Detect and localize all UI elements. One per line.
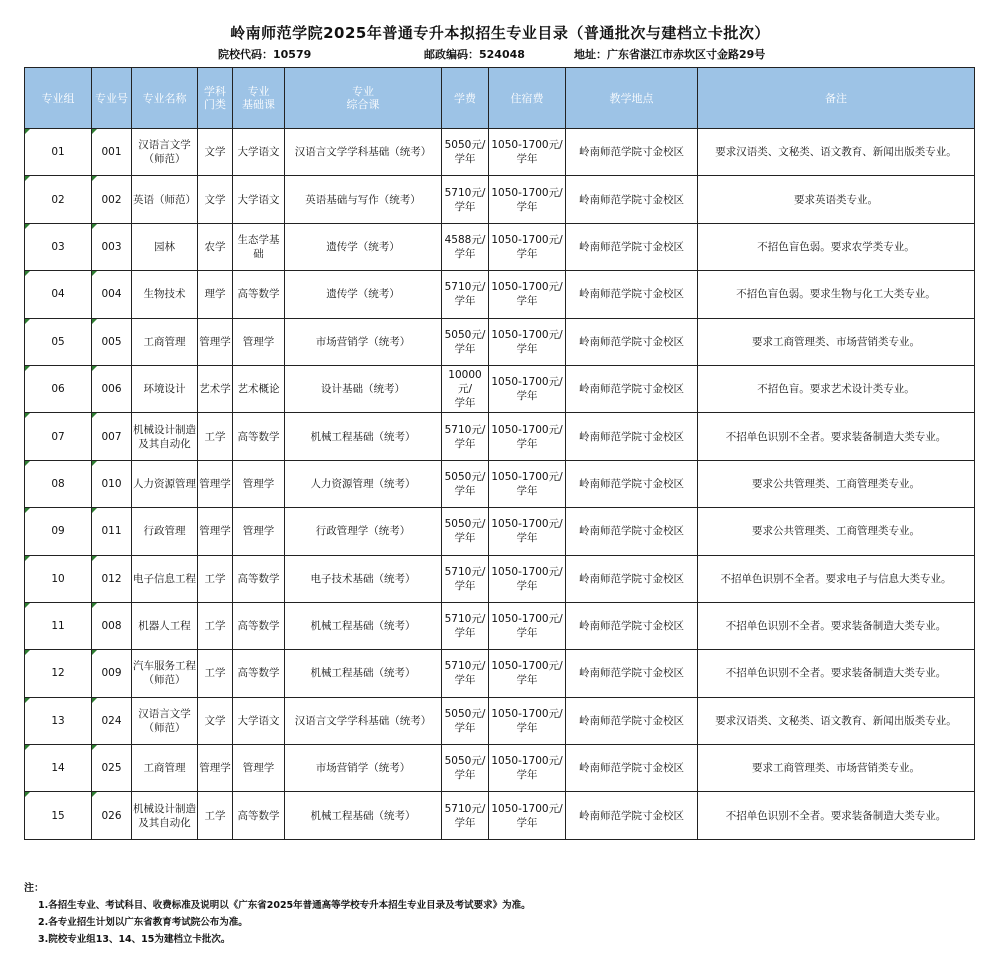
cell-comprehensive-course: 英语基础与写作（统考）: [285, 176, 442, 223]
cell-comprehensive-course: 汉语言文学学科基础（统考）: [285, 129, 442, 176]
table-row: [25, 413, 975, 460]
cell-group: [25, 460, 92, 507]
cell-remarks: 要求工商管理类、市场营销类专业。: [698, 745, 975, 792]
cell-group: [25, 697, 92, 744]
cell-remarks: 要求英语类专业。: [698, 176, 975, 223]
cell-group: [25, 413, 92, 460]
header-tuition: 学费: [442, 68, 489, 129]
cell-marker: [92, 319, 97, 324]
cell-major-no-text: 006: [101, 383, 122, 396]
cell-major-no: [92, 745, 132, 792]
cell-remarks: 要求工商管理类、市场营销类专业。: [698, 318, 975, 365]
table-row: [25, 223, 975, 270]
address: 地址：广东省湛江市赤坎区寸金路29号: [574, 48, 766, 61]
page-title: 岭南师范学院2025年普通专升本拟招生专业目录（普通批次与建档立卡批次）: [230, 24, 770, 42]
cell-location: 岭南师范学院寸金校区: [566, 413, 698, 460]
cell-major-name: 英语（师范）: [132, 176, 198, 223]
cell-location: 岭南师范学院寸金校区: [566, 365, 698, 412]
header-location: 教学地点: [566, 68, 698, 129]
cell-marker: [92, 650, 97, 655]
table-row: [25, 271, 975, 318]
table-row: [25, 745, 975, 792]
cell-comprehensive-course: 机械工程基础（统考）: [285, 792, 442, 839]
cell-group: [25, 318, 92, 365]
cell-tuition: 5050元/ 学年: [442, 745, 489, 792]
cell-group-text: 03: [51, 240, 65, 253]
cell-major-name: 电子信息工程: [132, 555, 198, 602]
cell-comprehensive-course: 市场营销学（统考）: [285, 318, 442, 365]
cell-major-name: 汉语言文学 （师范）: [132, 129, 198, 176]
cell-marker: [92, 556, 97, 561]
cell-basic-course: 高等数学: [233, 271, 285, 318]
table-row: [25, 318, 975, 365]
cell-major-no-text: 024: [101, 714, 122, 727]
cell-major-no-text: 003: [101, 240, 122, 253]
cell-major-no: [92, 650, 132, 697]
cell-marker: [25, 792, 30, 797]
cell-discipline: 管理学: [198, 508, 233, 555]
cell-discipline: 理学: [198, 271, 233, 318]
table-row: [25, 365, 975, 412]
cell-basic-course: 高等数学: [233, 792, 285, 839]
cell-major-no-text: 008: [101, 620, 122, 633]
cell-group-text: 13: [51, 714, 65, 727]
header-comprehensive-course: 专业 综合课: [285, 68, 442, 129]
cell-major-no: [92, 271, 132, 318]
cell-location: 岭南师范学院寸金校区: [566, 602, 698, 649]
cell-comprehensive-course: 机械工程基础（统考）: [285, 602, 442, 649]
cell-remarks: 不招色盲色弱。要求农学类专业。: [698, 223, 975, 270]
cell-major-no: [92, 460, 132, 507]
cell-marker: [25, 650, 30, 655]
cell-marker: [92, 129, 97, 134]
header-major-name: 专业名称: [132, 68, 198, 129]
cell-group-text: 14: [51, 762, 65, 775]
cell-group-text: 10: [51, 572, 65, 585]
cell-tuition: 5050元/ 学年: [442, 318, 489, 365]
cell-major-no-text: 007: [101, 430, 122, 443]
cell-accommodation: 1050-1700元/ 学年: [489, 555, 566, 602]
cell-major-no: [92, 555, 132, 602]
major-catalog-table: [24, 67, 975, 840]
cell-major-no-text: 009: [101, 667, 122, 680]
cell-location: 岭南师范学院寸金校区: [566, 223, 698, 270]
cell-discipline: 工学: [198, 413, 233, 460]
cell-major-name: 环境设计: [132, 365, 198, 412]
cell-marker: [25, 271, 30, 276]
cell-basic-course: 大学语文: [233, 176, 285, 223]
cell-accommodation: 1050-1700元/ 学年: [489, 176, 566, 223]
cell-major-no-text: 001: [101, 146, 122, 159]
cell-remarks: 不招单色识别不全者。要求装备制造大类专业。: [698, 413, 975, 460]
cell-marker: [92, 508, 97, 513]
cell-tuition: 5050元/ 学年: [442, 508, 489, 555]
cell-marker: [25, 698, 30, 703]
cell-marker: [92, 603, 97, 608]
cell-major-name: 工商管理: [132, 745, 198, 792]
cell-location: 岭南师范学院寸金校区: [566, 697, 698, 744]
cell-basic-course: 高等数学: [233, 602, 285, 649]
cell-major-no-text: 010: [101, 477, 122, 490]
cell-accommodation: 1050-1700元/ 学年: [489, 508, 566, 555]
cell-marker: [92, 745, 97, 750]
cell-major-name: 人力资源管理: [132, 460, 198, 507]
header-group: 专业组: [25, 68, 92, 129]
cell-group-text: 02: [51, 193, 65, 206]
cell-comprehensive-course: 电子技术基础（统考）: [285, 555, 442, 602]
cell-marker: [25, 413, 30, 418]
header-accommodation: 住宿费: [489, 68, 566, 129]
cell-marker: [25, 176, 30, 181]
cell-group: [25, 271, 92, 318]
cell-group: [25, 650, 92, 697]
cell-major-name: 机器人工程: [132, 602, 198, 649]
cell-marker: [92, 271, 97, 276]
cell-remarks: 不招色盲色弱。要求生物与化工大类专业。: [698, 271, 975, 318]
cell-major-name: 行政管理: [132, 508, 198, 555]
postal-code: 邮政编码：524048: [424, 48, 525, 61]
table-row: [25, 792, 975, 839]
cell-marker: [25, 129, 30, 134]
cell-discipline: 农学: [198, 223, 233, 270]
cell-discipline: 艺术学: [198, 365, 233, 412]
cell-remarks: 要求汉语类、文秘类、语文教育、新闻出版类专业。: [698, 697, 975, 744]
cell-tuition: 5710元/ 学年: [442, 555, 489, 602]
cell-group-text: 11: [51, 620, 65, 633]
cell-tuition: 5710元/ 学年: [442, 602, 489, 649]
cell-major-no: [92, 223, 132, 270]
note-item-3: 3.院校专业组13、14、15为建档立卡批次。: [38, 934, 231, 945]
cell-major-no: [92, 365, 132, 412]
cell-marker: [25, 508, 30, 513]
cell-location: 岭南师范学院寸金校区: [566, 650, 698, 697]
cell-basic-course: 高等数学: [233, 413, 285, 460]
cell-discipline: 文学: [198, 129, 233, 176]
header-basic-course: 专业 基础课: [233, 68, 285, 129]
cell-tuition: 4588元/ 学年: [442, 223, 489, 270]
cell-group: [25, 745, 92, 792]
cell-remarks: 不招单色识别不全者。要求装备制造大类专业。: [698, 792, 975, 839]
cell-accommodation: 1050-1700元/ 学年: [489, 650, 566, 697]
cell-major-no-text: 011: [101, 525, 122, 538]
cell-major-no: [92, 318, 132, 365]
cell-major-no: [92, 602, 132, 649]
cell-basic-course: 管理学: [233, 508, 285, 555]
cell-tuition: 5050元/ 学年: [442, 697, 489, 744]
cell-remarks: 不招单色识别不全者。要求装备制造大类专业。: [698, 602, 975, 649]
cell-group: [25, 602, 92, 649]
notes-heading: 注：: [24, 883, 44, 894]
cell-marker: [92, 698, 97, 703]
cell-comprehensive-course: 设计基础（统考）: [285, 365, 442, 412]
cell-location: 岭南师范学院寸金校区: [566, 745, 698, 792]
cell-major-no: [92, 697, 132, 744]
cell-accommodation: 1050-1700元/ 学年: [489, 697, 566, 744]
table-body: [25, 129, 975, 840]
cell-marker: [92, 461, 97, 466]
cell-accommodation: 1050-1700元/ 学年: [489, 460, 566, 507]
cell-tuition: 5050元/ 学年: [442, 129, 489, 176]
cell-major-name: 生物技术: [132, 271, 198, 318]
cell-accommodation: 1050-1700元/ 学年: [489, 602, 566, 649]
cell-discipline: 工学: [198, 555, 233, 602]
cell-group-text: 15: [51, 809, 65, 822]
table-row: [25, 650, 975, 697]
cell-major-name: 机械设计制造 及其自动化: [132, 792, 198, 839]
cell-major-no-text: 012: [101, 572, 122, 585]
cell-location: 岭南师范学院寸金校区: [566, 129, 698, 176]
cell-major-no: [92, 129, 132, 176]
cell-major-name: 机械设计制造 及其自动化: [132, 413, 198, 460]
table-row: [25, 555, 975, 602]
cell-comprehensive-course: 遗传学（统考）: [285, 223, 442, 270]
cell-major-no: [92, 792, 132, 839]
cell-major-no-text: 002: [101, 193, 122, 206]
table-header-row: [25, 68, 975, 129]
cell-marker: [25, 461, 30, 466]
cell-tuition: 5710元/ 学年: [442, 792, 489, 839]
cell-major-no: [92, 508, 132, 555]
cell-major-no-text: 026: [101, 809, 122, 822]
cell-tuition: 5710元/ 学年: [442, 413, 489, 460]
cell-major-name: 工商管理: [132, 318, 198, 365]
cell-comprehensive-course: 遗传学（统考）: [285, 271, 442, 318]
cell-basic-course: 高等数学: [233, 650, 285, 697]
cell-group: [25, 176, 92, 223]
cell-discipline: 管理学: [198, 745, 233, 792]
cell-accommodation: 1050-1700元/ 学年: [489, 745, 566, 792]
cell-group: [25, 129, 92, 176]
cell-comprehensive-course: 机械工程基础（统考）: [285, 413, 442, 460]
cell-basic-course: 大学语文: [233, 129, 285, 176]
cell-marker: [25, 745, 30, 750]
cell-marker: [25, 224, 30, 229]
table-row: [25, 602, 975, 649]
cell-basic-course: 管理学: [233, 745, 285, 792]
cell-discipline: 工学: [198, 650, 233, 697]
cell-group: [25, 223, 92, 270]
cell-remarks: 要求公共管理类、工商管理类专业。: [698, 508, 975, 555]
cell-discipline: 管理学: [198, 318, 233, 365]
cell-marker: [92, 224, 97, 229]
header-remarks: 备注: [698, 68, 975, 129]
cell-accommodation: 1050-1700元/ 学年: [489, 271, 566, 318]
table-row: [25, 508, 975, 555]
note-item-2: 2.各专业招生计划以广东省教育考试院公布为准。: [38, 917, 248, 928]
cell-group: [25, 365, 92, 412]
cell-basic-course: 大学语文: [233, 697, 285, 744]
table-row: [25, 697, 975, 744]
cell-comprehensive-course: 机械工程基础（统考）: [285, 650, 442, 697]
cell-tuition: 5710元/ 学年: [442, 650, 489, 697]
cell-group-text: 06: [51, 383, 65, 396]
cell-basic-course: 管理学: [233, 460, 285, 507]
cell-basic-course: 管理学: [233, 318, 285, 365]
cell-accommodation: 1050-1700元/ 学年: [489, 792, 566, 839]
cell-group: [25, 555, 92, 602]
notes: [24, 880, 531, 948]
cell-remarks: 不招色盲。要求艺术设计类专业。: [698, 365, 975, 412]
cell-marker: [92, 176, 97, 181]
cell-location: 岭南师范学院寸金校区: [566, 555, 698, 602]
cell-remarks: 要求汉语类、文秘类、语文教育、新闻出版类专业。: [698, 129, 975, 176]
cell-major-no: [92, 176, 132, 223]
cell-basic-course: 高等数学: [233, 555, 285, 602]
table-row: [25, 176, 975, 223]
header-major-no: 专业号: [92, 68, 132, 129]
cell-location: 岭南师范学院寸金校区: [566, 460, 698, 507]
cell-remarks: 要求公共管理类、工商管理类专业。: [698, 460, 975, 507]
cell-marker: [92, 413, 97, 418]
cell-major-no-text: 004: [101, 288, 122, 301]
cell-basic-course: 生态学基础: [233, 223, 285, 270]
cell-marker: [25, 319, 30, 324]
table-row: [25, 460, 975, 507]
note-item-1: 1.各招生专业、考试科目、收费标准及说明以《广东省2025年普通高等学校专升本招生专业目录及考试要求》为准。: [38, 900, 531, 911]
cell-accommodation: 1050-1700元/ 学年: [489, 223, 566, 270]
cell-group-text: 07: [51, 430, 65, 443]
cell-discipline: 工学: [198, 792, 233, 839]
cell-group-text: 05: [51, 335, 65, 348]
cell-location: 岭南师范学院寸金校区: [566, 318, 698, 365]
header-discipline: 学科 门类: [198, 68, 233, 129]
cell-accommodation: 1050-1700元/ 学年: [489, 413, 566, 460]
cell-group: [25, 508, 92, 555]
cell-major-name: 汉语言文学 （师范）: [132, 697, 198, 744]
cell-comprehensive-course: 汉语言文学学科基础（统考）: [285, 697, 442, 744]
cell-location: 岭南师范学院寸金校区: [566, 792, 698, 839]
cell-tuition: 5710元/ 学年: [442, 271, 489, 318]
cell-marker: [92, 792, 97, 797]
cell-comprehensive-course: 市场营销学（统考）: [285, 745, 442, 792]
cell-comprehensive-course: 人力资源管理（统考）: [285, 460, 442, 507]
cell-group-text: 08: [51, 477, 65, 490]
cell-major-name: 汽车服务工程 （师范）: [132, 650, 198, 697]
cell-major-no-text: 005: [101, 335, 122, 348]
cell-accommodation: 1050-1700元/ 学年: [489, 365, 566, 412]
cell-major-no: [92, 413, 132, 460]
cell-discipline: 工学: [198, 602, 233, 649]
cell-group-text: 01: [51, 146, 65, 159]
cell-major-no-text: 025: [101, 762, 122, 775]
cell-tuition: 5710元/ 学年: [442, 176, 489, 223]
cell-major-name: 园林: [132, 223, 198, 270]
cell-marker: [25, 603, 30, 608]
cell-group-text: 12: [51, 667, 65, 680]
table-row: [25, 129, 975, 176]
cell-accommodation: 1050-1700元/ 学年: [489, 318, 566, 365]
cell-discipline: 管理学: [198, 460, 233, 507]
cell-comprehensive-course: 行政管理学（统考）: [285, 508, 442, 555]
cell-marker: [92, 366, 97, 371]
cell-tuition: 5050元/ 学年: [442, 460, 489, 507]
school-code: 院校代码：10579: [218, 48, 312, 61]
cell-discipline: 文学: [198, 176, 233, 223]
cell-marker: [25, 556, 30, 561]
cell-group: [25, 792, 92, 839]
cell-accommodation: 1050-1700元/ 学年: [489, 129, 566, 176]
cell-marker: [25, 366, 30, 371]
cell-remarks: 不招单色识别不全者。要求装备制造大类专业。: [698, 650, 975, 697]
cell-remarks: 不招单色识别不全者。要求电子与信息大类专业。: [698, 555, 975, 602]
cell-discipline: 文学: [198, 697, 233, 744]
cell-basic-course: 艺术概论: [233, 365, 285, 412]
cell-location: 岭南师范学院寸金校区: [566, 176, 698, 223]
cell-tuition: 10000元/ 学年: [442, 365, 489, 412]
cell-group-text: 04: [51, 288, 65, 301]
cell-group-text: 09: [51, 525, 65, 538]
cell-location: 岭南师范学院寸金校区: [566, 271, 698, 318]
cell-location: 岭南师范学院寸金校区: [566, 508, 698, 555]
